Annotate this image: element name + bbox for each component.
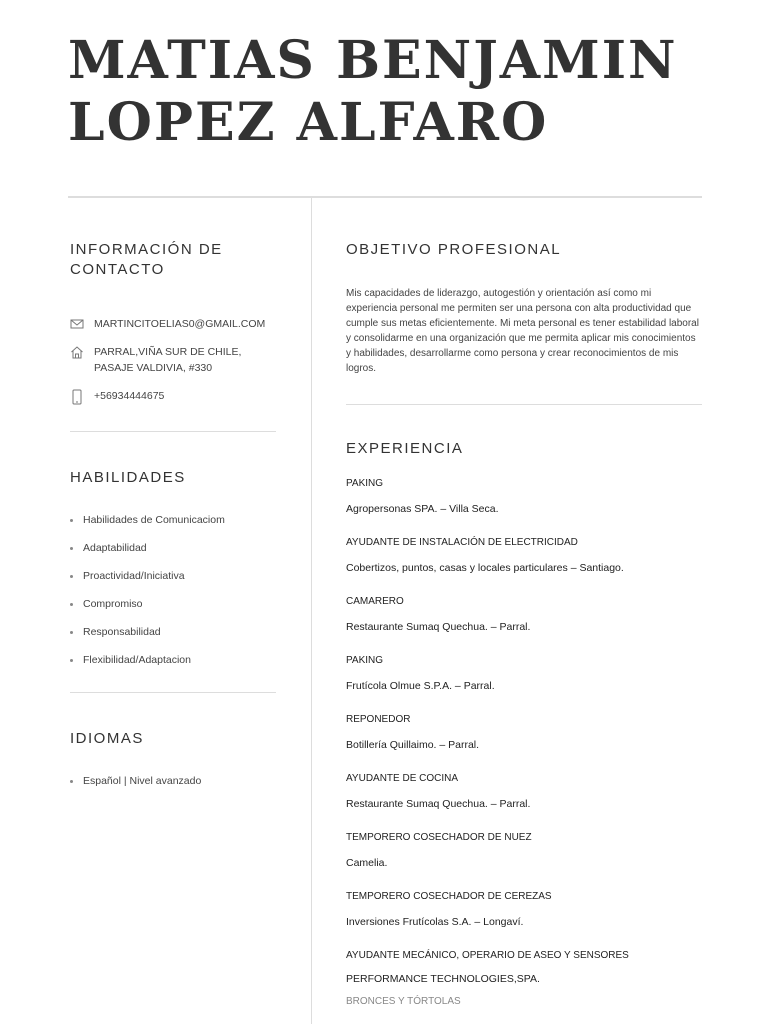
list-item: [346, 772, 702, 831]
job-company: Frutícola Olmue S.P.A. – Parral.: [346, 680, 495, 692]
skill-label: Responsabilidad: [83, 626, 161, 638]
list-item: [70, 512, 280, 528]
job-title: REPONEDOR: [346, 714, 411, 725]
languages-title: IDIOMAS: [70, 730, 144, 747]
contact-phone[interactable]: [70, 388, 280, 405]
header-divider: [68, 196, 702, 198]
skill-label: Habilidades de Comunicaciom: [83, 514, 225, 526]
list-item: [346, 831, 702, 890]
list-item: [70, 624, 280, 640]
bullet: [70, 575, 73, 578]
phone-icon: [70, 389, 84, 405]
languages-list: [70, 773, 280, 789]
job-company: Restaurante Sumaq Quechua. – Parral.: [346, 621, 531, 633]
list-item: [346, 713, 702, 772]
job-company: Botillería Quillaimo. – Parral.: [346, 739, 480, 751]
column-divider: [311, 198, 312, 1024]
divider-contact: [70, 431, 276, 432]
list-item: [346, 654, 702, 713]
name-line-2: LOPEZ ALFARO: [68, 92, 549, 153]
contact-address: [70, 344, 280, 376]
bullet: [70, 603, 73, 606]
job-title: CAMARERO: [346, 596, 404, 607]
list-item: [70, 568, 280, 584]
skill-label: Adaptabilidad: [83, 542, 147, 554]
skills-title: HABILIDADES: [70, 469, 186, 486]
job-company: Agropersonas SPA. – Villa Seca.: [346, 503, 499, 515]
list-item: [70, 652, 280, 668]
skill-label: Flexibilidad/Adaptacion: [83, 654, 191, 666]
skill-label: Proactividad/Iniciativa: [83, 570, 185, 582]
bullet: [70, 547, 73, 550]
contact-email[interactable]: [70, 316, 280, 332]
right-column: [346, 240, 702, 1009]
job-company: Camelia.: [346, 857, 388, 869]
job-location: BRONCES Y TÓRTOLAS: [346, 996, 461, 1007]
bullet: [70, 519, 73, 522]
list-item: [346, 595, 702, 654]
phone-text: +56934444675: [94, 390, 165, 402]
name-line-1: MATIAS BENJAMIN: [68, 30, 678, 91]
job-title: AYUDANTE DE INSTALACIÓN DE ELECTRICIDAD: [346, 537, 578, 548]
contact-title: INFORMACIÓN DE CONTACTO: [70, 241, 223, 278]
job-company: Cobertizos, puntos, casas y locales particulares – Santiago.: [346, 562, 624, 574]
list-item: [70, 540, 280, 556]
objective-text: Mis capacidades de liderazgo, autogestión y orientación así como mi experiencia personal me permiten ser una persona con alta productividad que cumple sus metas eficientemente. Mi meta personal es tener estabilidad laboral y consolidarme en una organización que me permita aplicar mis conocimientos y habilidades, desarrollarme como persona y crear reconocimientos de mis logros.: [346, 288, 699, 374]
skills-list: [70, 512, 280, 668]
list-item: [70, 773, 280, 789]
job-company: Restaurante Sumaq Quechua. – Parral.: [346, 798, 531, 810]
list-item: [346, 949, 702, 1009]
job-title: PAKING: [346, 655, 384, 666]
bullet: [70, 780, 73, 783]
objective-title: OBJETIVO PROFESIONAL: [346, 241, 562, 258]
job-title: TEMPORERO COSECHADOR DE CEREZAS: [346, 891, 552, 902]
experience-list: [346, 477, 702, 1009]
experience-title: EXPERIENCIA: [346, 440, 464, 457]
address-text: PARRAL,VIÑA SUR DE CHILE, PASAJE VALDIVIA, #330: [94, 346, 242, 374]
divider-skills: [70, 692, 276, 693]
bullet: [70, 659, 73, 662]
job-title: AYUDANTE DE COCINA: [346, 773, 459, 784]
mail-icon: [70, 317, 84, 331]
home-icon: [70, 345, 84, 359]
divider-objective: [346, 404, 702, 405]
job-company: Inversiones Frutícolas S.A. – Longaví.: [346, 916, 524, 928]
job-title: AYUDANTE MECÁNICO, OPERARIO DE ASEO Y SENSORES: [346, 950, 629, 961]
left-column: [70, 240, 280, 801]
job-company: PERFORMANCE TECHNOLOGIES,SPA.: [346, 973, 540, 985]
list-item: [346, 536, 702, 595]
language-label: Español | Nivel avanzado: [83, 775, 202, 787]
email-text: MARTINCITOELIAS0@GMAIL.COM: [94, 318, 266, 330]
bullet: [70, 631, 73, 634]
job-title: PAKING: [346, 478, 384, 489]
skill-label: Compromiso: [83, 598, 143, 610]
list-item: [346, 477, 702, 536]
list-item: [346, 890, 702, 949]
job-title: TEMPORERO COSECHADOR DE NUEZ: [346, 832, 532, 843]
list-item: [70, 596, 280, 612]
candidate-name: [68, 30, 708, 154]
